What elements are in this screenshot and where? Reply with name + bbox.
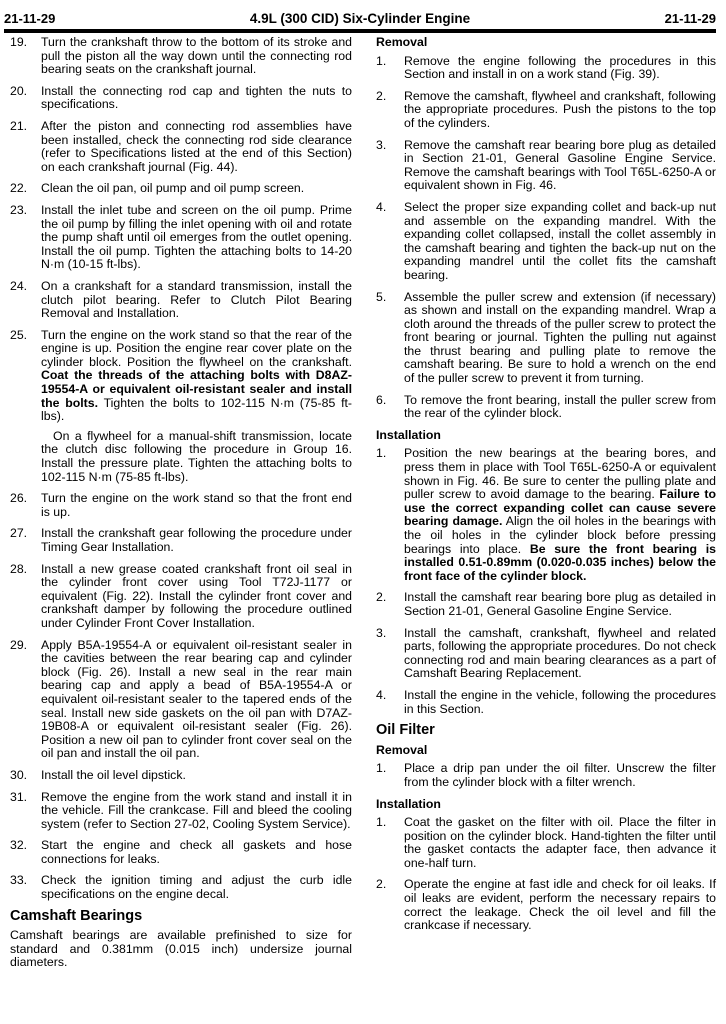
subsection-title-installation: Installation (376, 427, 441, 442)
header-rule (4, 29, 716, 33)
page-title: 4.9L (300 CID) Six-Cylinder Engine (249, 11, 471, 26)
list-item: 27. Install the crankshaft gear following the procedure under Timing Gear Installation. (10, 526, 352, 554)
list-item: 1. Position the new bearings at the bearing bores, and press them in place with Tool T65L-6250-A or equivalent shown in Fig. 46. Be sure to center the pulling plate and puller screw to avoid damage to the bearing. Failure to use the correct expanding collet can cause severe bearing damage. Align the oil holes in the bearings with the oil holes in the cylinder block before pressing bearings into place. Be sure the front bearing is installed 0.51-0.89mm (0.020-0.035 inches) below the front face of the cylinder block. (376, 446, 716, 583)
list-item: 25. Turn the engine on the work stand so that the rear of the engine is up. Position the engine rear cover plate on the cylinder block. Position the flywheel on the crankshaft. Coat the threads of the attaching bolts with D8AZ-19554-A or equivalent oil-resistant sealer and install the bolts. Tighten the bolts to 102-115 N·m (75-85 ft-lbs). (10, 327, 353, 424)
subsection-title-removal: Removal (376, 35, 428, 49)
list-item: 2. Install the camshaft rear bearing bore plug as detailed in Section 21-01, General Gasoline Engine Service. (376, 590, 716, 618)
list-item: 3. Remove the camshaft rear bearing bore plug as detailed in Section 21-01, General Gasoline Engine Service. Remove the camshaft bearings with Tool T65L-6250-A or equivalent shown in Fig. 46. (376, 137, 716, 193)
list-item: 31. Remove the engine from the work stand and install it in the vehicle. Fill the crankcase. Fill and bleed the cooling system (refer to Section 27-02, Cooling System Service). (10, 789, 352, 831)
list-item: 2. Remove the camshaft, flywheel and crankshaft, following the appropriate procedures. Push the pistons to the top of the cylinders. (376, 88, 716, 130)
warning-text: Failure to use the correct expanding collet can cause severe bearing damage. (404, 487, 716, 529)
section-title-oil-filter: Oil Filter (376, 722, 435, 739)
removal-steps (376, 55, 716, 421)
oil-filter-removal-steps (376, 762, 716, 789)
page-number-left: 21-11-29 (4, 11, 56, 26)
list-item: 1. Place a drip pan under the oil filter. Unscrew the filter from the cylinder block with a filter wrench. (376, 761, 716, 789)
list-item: 6. To remove the front bearing, install the puller screw from the rear of the cylinder block. (376, 392, 716, 421)
right-column (376, 36, 716, 941)
list-item: 19. Turn the crankshaft throw to the bottom of its stroke and pull the piston all the way down until the connecting rod bearing seats on the crankshaft journal. (10, 35, 352, 77)
warning-text: Coat the threads of the attaching bolts with D8AZ-19554-A or equivalent oil-resistant sealer and install the bolts. (41, 368, 352, 410)
step-continuation: On a flywheel for a manual-shift transmission, locate the clutch disc following the procedure in Group 16. Install the pressure plate. Tighten the attaching bolts to 102-115 N·m (75-85 ft-lbs). (41, 428, 352, 484)
section-title-camshaft-bearings: Camshaft Bearings (10, 907, 143, 924)
list-item: 28. Install a new grease coated crankshaft front oil seal in the cylinder front cover using Tool T72J-1177 or equivalent (Fig. 22). Install the cylinder front cover and crankshaft damper by following the procedure outlined under Cylinder Front Cover Installation. (10, 561, 352, 630)
assembly-steps-continued (10, 492, 352, 901)
list-item: 22. Clean the oil pan, oil pump and oil pump screen. (10, 181, 305, 196)
list-item: 4. Install the engine in the vehicle, following the procedures in this Section. (376, 687, 716, 716)
camshaft-intro: Camshaft bearings are available prefinished to size for standard and 0.381mm (0.015 inch) undersize journal diameters. (10, 928, 352, 970)
page-header (4, 6, 716, 26)
list-item: 21. After the piston and connecting rod assemblies have been installed, check the connecting rod side clearance (refer to Specifications listed at the end of this Section) on each crankshaft journal (Fig. 44). (10, 118, 352, 174)
list-item: 1. Coat the gasket on the filter with oil. Place the filter in position on the cylinder block. Hand-tighten the filter until the gasket contacts the adapter face, then advance it one-half turn. (376, 815, 716, 870)
list-item: 26. Turn the engine on the work stand so that the front end is up. (10, 491, 352, 519)
subsection-title-oil-filter-removal: Removal (376, 742, 428, 757)
list-item: 30. Install the oil level dipstick. (10, 767, 186, 782)
list-item: 24. On a crankshaft for a standard transmission, install the clutch pilot bearing. Refer to Clutch Pilot Bearing Removal and Installation. (10, 278, 352, 321)
list-item: 5. Assemble the puller screw and extension (if necessary) as shown and install on the expanding mandrel. Wrap a cloth around the threads of the puller screw to protect the front bearing or journal. Tighten the pulling nut against the thrust bearing and pulling plate to remove the camshaft bearing. Be sure to hold a wrench on the end of the puller screw to prevent it from turning. (376, 289, 716, 386)
list-item: 2. Operate the engine at fast idle and check for oil leaks. If oil leaks are evident, perform the necessary repairs to correct the leakage. Check the oil level and fill the crankcase if necessary. (376, 877, 716, 933)
installation-steps (376, 447, 716, 716)
list-item: 32. Start the engine and check all gaskets and hose connections for leaks. (10, 838, 352, 866)
subsection-title-oil-filter-installation: Installation (376, 796, 441, 811)
list-item: 4. Select the proper size expanding collet and back-up nut and assemble on the expanding mandrel. With the expanding collet collapsed, install the collet assembly in the camshaft bearing and tighten the back-up nut on the expanding mandrel until the collet fits the camshaft bearing. (376, 199, 716, 282)
list-item: 20. Install the connecting rod cap and tighten the nuts to specifications. (10, 83, 352, 112)
page-number-right: 21-11-29 (664, 11, 716, 26)
list-item: 29. Apply B5A-19554-A or equivalent oil-resistant sealer in the cavities between the rear bearing cap and cylinder block (Fig. 26). Install a new seal in the rear main bearing cap and apply a bead of B5A-19554-A or equivalent oil-resistant sealer to the tapered ends of the seal. Install new side gaskets on the oil pan with D7AZ-19B08-A or equivalent oil-resistant sealer (Fig. 26). Position a new oil pan to cylinder front cover seal on the oil pan and install the oil pan. (10, 637, 352, 761)
warning-text: Be sure the front bearing is installed 0.51-0.89mm (0.020-0.035 inches) below the front face of the cylinder block. (404, 541, 716, 583)
list-item: 3. Install the camshaft, crankshaft, flywheel and related parts, following the appropriate procedures. Do not check connecting rod and main bearing clearances as a part of Camshaft Bearing Replacement. (376, 625, 716, 681)
left-column (10, 36, 352, 970)
list-item: 33. Check the ignition timing and adjust the curb idle specifications on the engine decal. (10, 873, 352, 902)
assembly-steps (10, 36, 352, 424)
list-item: 23. Install the inlet tube and screen on the oil pump. Prime the oil pump by filling the inlet opening with oil and rotate the pump shaft until oil emerges from the outlet opening. Install the oil pump. Tighten the attaching bolts to 14-20 N·m (10-15 ft-lbs). (10, 202, 352, 272)
list-item: 1. Remove the engine following the procedures in this Section and install in on a work stand (Fig. 39). (376, 53, 716, 82)
oil-filter-installation-steps (376, 816, 716, 933)
